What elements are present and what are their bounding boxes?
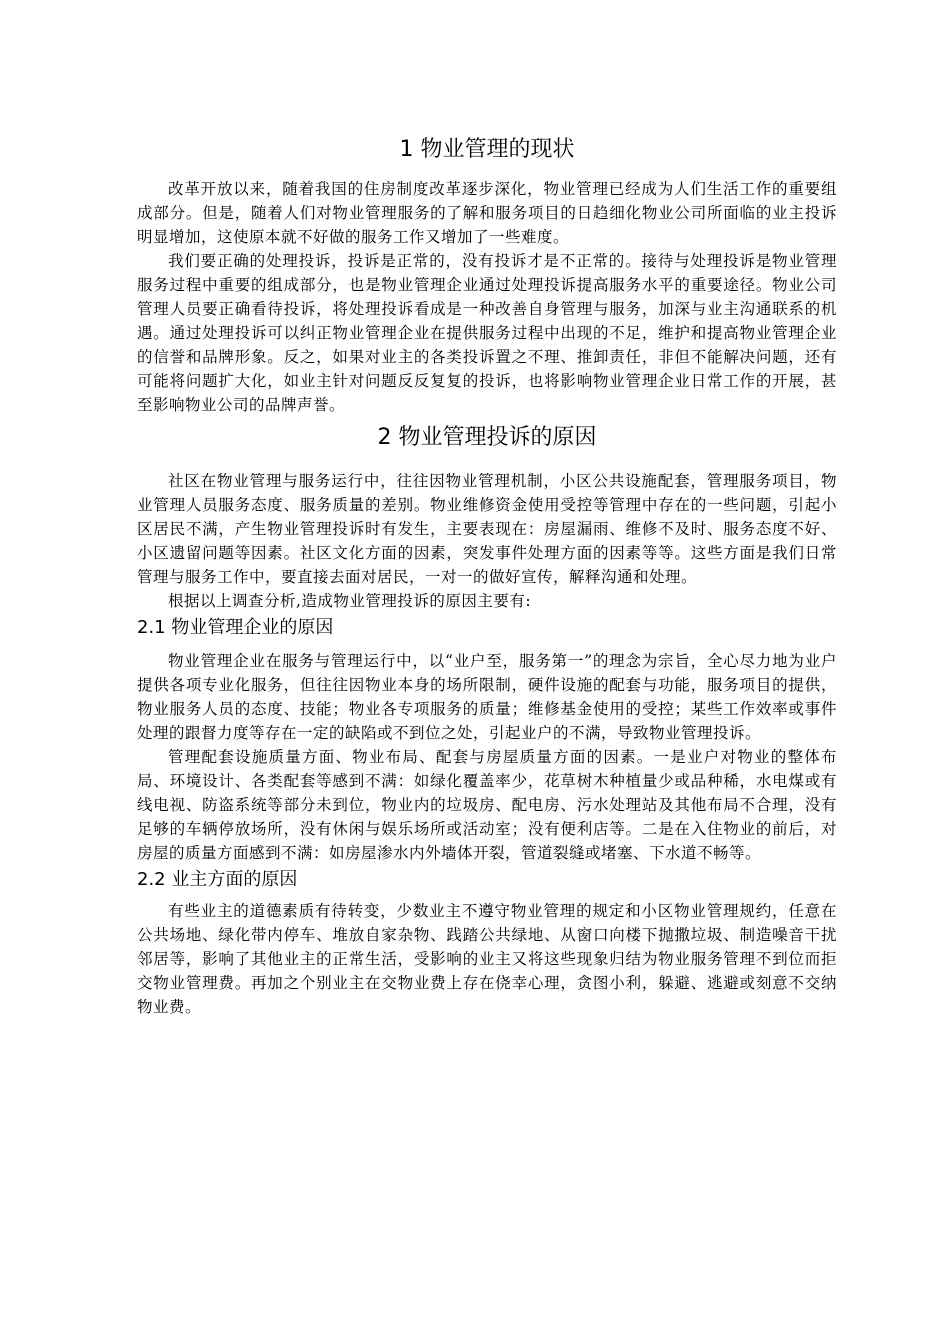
section-2-1-paragraph: 物业管理企业在服务与管理运行中，以“业户至，服务第一”的理念为宗旨，全心尽力地为业户提供各项专业化服务，但往往因物业本身的场所限制，硬件设施的配套与功能，服务项目的提供，物业服务人员的态度、技能；物业各专项服务的质量；维修基金使用的受控；某些工作效率或事件处理的跟督力度等存在一定的缺陷或不到位之处，引起业户的不满，导致物业管理投诉。: [137, 652, 837, 742]
section-2-paragraph: 根据以上调查分析,造成物业管理投诉的原因主要有:: [168, 592, 532, 610]
section-2-1-paragraph: 管理配套设施质量方面、物业布局、配套与房屋质量方面的因素。一是业户对物业的整体布局、环境设计、各类配套等感到不满：如绿化覆盖率少，花草树木种植量少或品种稀，水电煤或有线电视、防盗系统等部分未到位，物业内的垃圾房、配电房、污水处理站及其他布局不合理，没有足够的车辆停放场所，没有休闲与娱乐场所或活动室；没有便利店等。二是在入住物业的前后，对房屋的质量方面感到不满：如房屋渗水内外墙体开裂，管道裂缝或堵塞、下水道不畅等。: [137, 748, 837, 862]
section-2-paragraph: 社区在物业管理与服务运行中，往往因物业管理机制，小区公共设施配套，管理服务项目，物业管理人员服务态度、服务质量的差别。物业维修资金使用受控等管理中存在的一些问题，引起小区居民不满，产生物业管理投诉时有发生，主要表现在：房屋漏雨、维修不及时、服务态度不好、小区遗留问题等因素。社区文化方面的因素，突发事件处理方面的因素等等。这些方面是我们日常管理与服务工作中，要直接去面对居民，一对一的做好宣传，解释沟通和处理。: [137, 472, 837, 586]
section-1-paragraph: 改革开放以来，随着我国的住房制度改革逐步深化，物业管理已经成为人们生活工作的重要组成部分。但是，随着人们对物业管理服务的了解和服务项目的日趋细化物业公司所面临的业主投诉明显增加，这使原本就不好做的服务工作又增加了一些难度。: [137, 180, 837, 246]
section-2-2-paragraph: 有些业主的道德素质有待转变，少数业主不遵守物业管理的规定和小区物业管理规约，任意在公共场地、绿化带内停车、堆放自家杂物、践踏公共绿地、从窗口向楼下抛撒垃圾、制造噪音干扰邻居等，影响了其他业主的正常生活，受影响的业主又将这些现象归结为物业服务管理不到位而拒交物业管理费。再加之个别业主在交物业费上存在侥幸心理，贪图小利，躲避、逃避或刻意不交纳物业费。: [137, 902, 837, 1016]
document-body: [137, 135, 837, 1019]
section-1-paragraph: 我们要正确的处理投诉，投诉是正常的，没有投诉才是不正常的。接待与处理投诉是物业管理服务过程中重要的组成部分，也是物业管理企业通过处理投诉提高服务水平的重要途径。物业公司管理人员要正确看待投诉，将处理投诉看成是一种改善自身管理与服务，加深与业主沟通联系的机遇。通过处理投诉可以纠正物业管理企业在提供服务过程中出现的不足，维护和提高物业管理企业的信誉和品牌形象。反之，如果对业主的各类投诉置之不理、推卸责任，非但不能解决问题，还有可能将问题扩大化，如业主针对问题反反复复的投诉，也将影响物业管理企业日常工作的开展，甚至影响物业公司的品牌声誉。: [137, 252, 837, 414]
section-1-heading: 1 物业管理的现状: [399, 137, 575, 162]
section-2-heading: 2 物业管理投诉的原因: [377, 425, 597, 450]
section-2-1-heading: 2.1 物业管理企业的原因: [137, 617, 334, 638]
section-2-2-heading: 2.2 业主方面的原因: [137, 869, 298, 890]
